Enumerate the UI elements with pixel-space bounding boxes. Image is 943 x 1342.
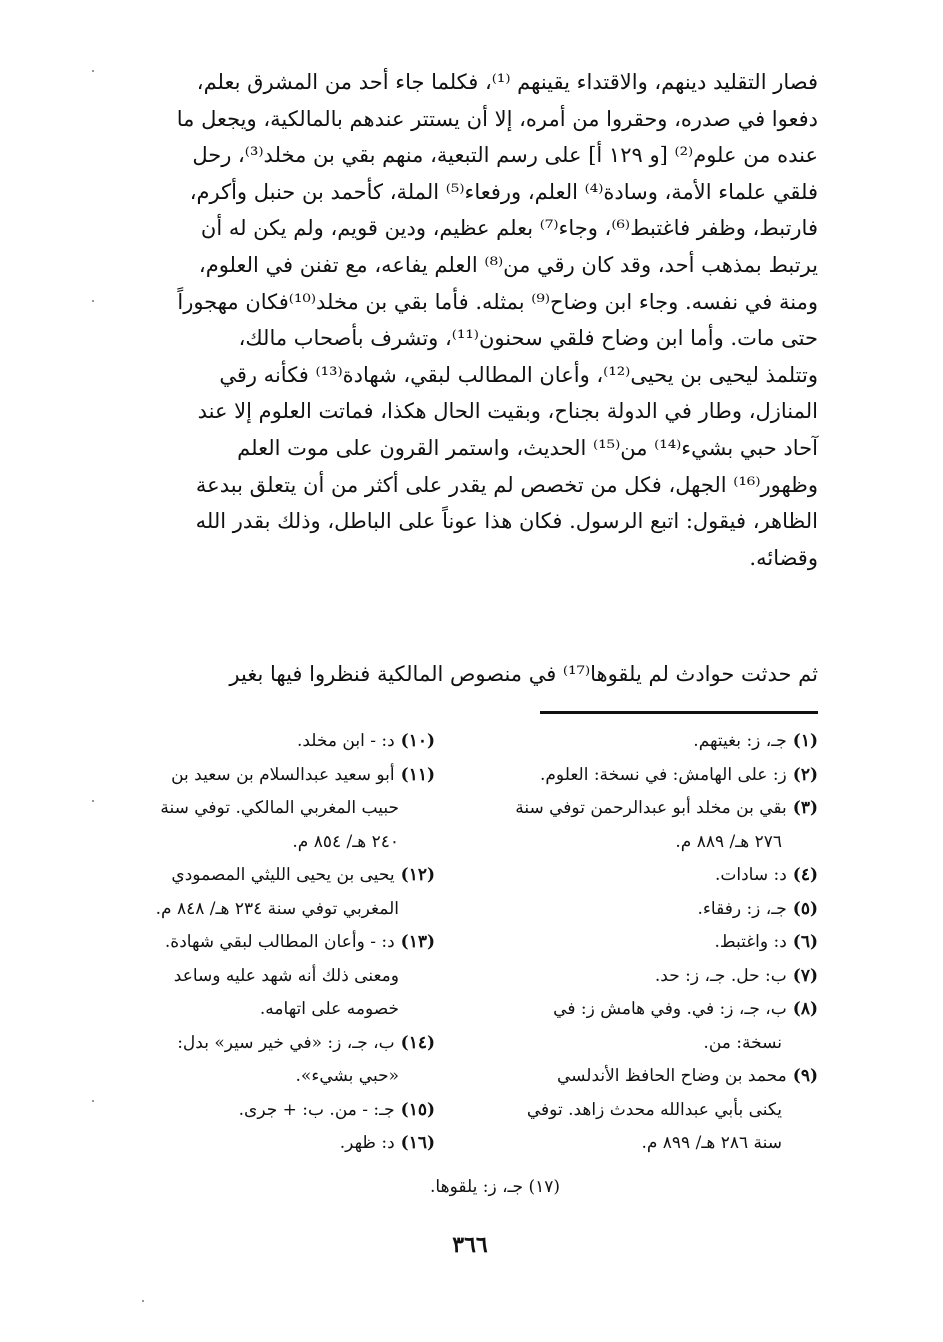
footnote-text: د: ظهر. xyxy=(339,1133,395,1153)
main-paragraph xyxy=(112,64,818,576)
scan-speck xyxy=(92,1100,94,1102)
footnote xyxy=(470,926,818,960)
text-line: وقضائه. xyxy=(749,545,818,570)
scan-speck xyxy=(142,1300,144,1302)
footnote-continuation: ومعنى ذلك أنه شهد عليه وساعد خصومه على اتهامه. xyxy=(173,965,399,1019)
footnote-text: محمد بن وضاح الحافظ الأندلسي xyxy=(556,1066,787,1086)
text-line: يرتبط بمذهب أحد، وقد كان رقي من⁽⁸⁾ العلم يفاعه، مع تفنن في العلوم، xyxy=(198,252,818,277)
footnote-text: جـ: - من. ب: + جرى. xyxy=(238,1099,395,1120)
footnote-text: أبو سعيد عبدالسلام بن سعيد بن xyxy=(171,764,395,785)
footnote xyxy=(470,893,818,927)
footnote-continuation: نسخة: من. xyxy=(703,1032,782,1053)
footnotes-left-column xyxy=(105,725,435,1161)
text-line: عنده من علوم⁽²⁾ [و ١٢٩ أ] على رسم التبعية، منهم بقي بن مخلد⁽³⁾، رحل xyxy=(192,143,818,168)
footnote-number: (٧) xyxy=(792,965,818,986)
footnote xyxy=(105,1094,435,1128)
footnote-continuation: ٢٧٦ هـ/ ٨٨٩ م. xyxy=(675,831,782,852)
footnote-number: (١٢) xyxy=(400,865,435,885)
footnote xyxy=(470,993,818,1060)
footnote-number: (١٣) xyxy=(400,932,435,952)
footnote-separator xyxy=(540,711,818,714)
footnote-text: جـ، ز: يلقوها. xyxy=(430,1177,524,1197)
scan-speck xyxy=(92,800,94,802)
footnote-number: (١) xyxy=(792,731,818,751)
footnote-number: (٩) xyxy=(792,1066,818,1086)
footnote-text: بقي بن مخلد أبو عبدالرحمن توفي سنة xyxy=(515,798,787,818)
footnote-number: (١٤) xyxy=(400,1032,435,1053)
footnote-text: جـ، ز: بغيتهم. xyxy=(693,731,787,751)
footnote-number: (١٦) xyxy=(400,1133,435,1153)
footnote xyxy=(105,859,435,926)
footnote-continuation: المغربي توفي سنة ٢٣٤ هـ/ ٨٤٨ م. xyxy=(155,898,399,919)
footnote-text: د: واغتبط. xyxy=(714,932,787,952)
text-line: الظاهر، فيقول: اتبع الرسول. فكان هذا عوناً على الباطل، وذلك بقدر الله xyxy=(195,509,818,534)
footnote-text: ب، جـ، ز: في. وفي هامش ز: في xyxy=(553,999,787,1019)
footnote xyxy=(470,859,818,893)
footnote-text: ز: على الهامش: في نسخة: العلوم. xyxy=(539,764,787,785)
footnote-number: (٦) xyxy=(792,932,818,952)
footnote-text: د: - وأعان المطالب لبقي شهادة. xyxy=(164,932,395,952)
footnote-17 xyxy=(300,1172,560,1202)
scan-speck xyxy=(92,300,94,302)
text-line: ومنة في نفسه. وجاء ابن وضاح⁽⁹⁾ بمثله. فأما بقي بن مخلد⁽¹⁰⁾فكان مهجوراً xyxy=(177,289,818,314)
text-line: فلقي علماء الأمة، وسادة⁽⁴⁾ العلم، ورفعاء⁽⁵⁾ الملة، كأحمد بن حنبل وأكرم، xyxy=(189,179,818,204)
footnote-number: (٥) xyxy=(792,898,818,919)
footnote xyxy=(105,1027,435,1094)
text-line: فارتبط، وظفر فاغتبط⁽⁶⁾، وجاء⁽⁷⁾ بعلم عظيم، ودين قويم، ولم يكن له أن xyxy=(200,216,818,241)
footnotes-right-column xyxy=(470,725,818,1161)
footnote xyxy=(470,1060,818,1161)
text-line: حتى مات. وأما ابن وضاح فلقي سحنون⁽¹¹⁾، وتشرف بأصحاب مالك، xyxy=(238,326,818,351)
footnote xyxy=(470,759,818,793)
footnote-number: (٢) xyxy=(792,764,818,785)
second-paragraph: ثم حدثت حوادث لم يلقوها⁽¹⁷⁾ في منصوص المالكية فنظروا فيها بغير xyxy=(229,662,818,686)
text-line: آحاد حبي بشيء⁽¹⁴⁾ من⁽¹⁵⁾ الحديث، واستمر القرون على موت العلم xyxy=(237,435,818,460)
page-number: ٣٦٦ xyxy=(452,1232,488,1258)
text-line: فصار التقليد دينهم، والاقتداء يقينهم ⁽¹⁾، فكلما جاء أحد من المشرق بعلم، xyxy=(196,70,818,94)
footnote-continuation: «حبي بشيء». xyxy=(295,1066,399,1086)
footnote-continuation: حبيب المغربي المالكي. توفي سنة ٢٤٠ هـ/ ٨٥٤ م. xyxy=(160,798,399,852)
footnote-text: يحيى بن يحيى الليثي المصمودي xyxy=(171,865,395,885)
footnote-text: ب، جـ، ز: «في خير سير» بدل: xyxy=(177,1032,395,1053)
footnote-number: (١٥) xyxy=(400,1099,435,1120)
footnote xyxy=(470,792,818,859)
footnote xyxy=(105,1127,435,1161)
text-line: وتتلمذ ليحيى بن يحيى⁽¹²⁾، وأعان المطالب لبقي، شهادة⁽¹³⁾ فكأنه رقي xyxy=(219,362,818,387)
text-line: المنازل، وطار في الدولة بجناح، وبقيت الحال هكذا، فماتت العلوم إلا عند xyxy=(197,399,818,424)
footnote-text: ب: حل. جـ، ز: حد. xyxy=(654,965,787,986)
footnote-number: (٨) xyxy=(792,999,818,1019)
scan-speck xyxy=(92,70,94,72)
footnote xyxy=(105,926,435,1027)
footnote xyxy=(470,960,818,994)
footnote xyxy=(105,759,435,860)
footnote xyxy=(105,725,435,759)
footnote-text: د: - ابن مخلد. xyxy=(296,731,395,751)
footnote xyxy=(470,725,818,759)
footnote-number: (٤) xyxy=(792,865,818,885)
text-line: دفعوا في صدره، وحقروا من أمره، إلا أن يستتر عندهم بالمالكية، ويجعل ما xyxy=(176,106,818,131)
footnote-number: (١٧) xyxy=(528,1177,560,1197)
footnote-number: (١٠) xyxy=(400,731,435,751)
footnote-text: جـ، ز: رفقاء. xyxy=(697,898,787,919)
footnote-continuation: يكنى بأبي عبدالله محدث زاهد. توفي سنة ٢٨٦ هـ/ ٨٩٩ م. xyxy=(526,1099,782,1153)
footnote-number: (٣) xyxy=(792,798,818,818)
footnote-number: (١١) xyxy=(400,764,435,785)
text-line: وظهور⁽¹⁶⁾ الجهل، فكل من تخصص لم يقدر على أكثر من أن يتعلق ببدعة xyxy=(195,472,818,497)
footnote-text: د: سادات. xyxy=(714,865,787,885)
